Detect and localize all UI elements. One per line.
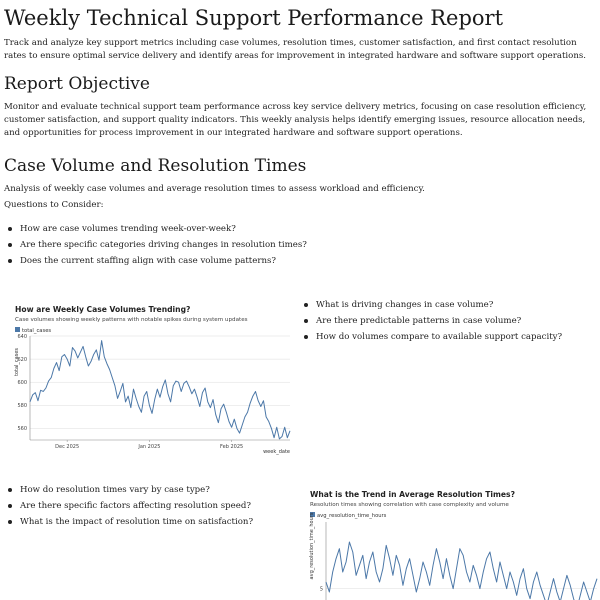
chart-subtitle: Resolution times showing correlation with case complexity and volume [310,502,509,508]
list-item: How are case volumes trending week-over-week? [4,221,307,237]
x-axis-label: week_date [263,449,290,455]
list-item: How do resolution times vary by case type? [4,482,253,498]
x-tick-label: Dec 2025 [55,444,80,450]
section-description: Analysis of weekly case volumes and average resolution times to assess workload and efficiency. [4,184,425,194]
objective-paragraph: Monitor and evaluate technical support team performance across key service delivery metrics, focusing on case resolution efficiency, customer satisfaction, and support quality indicators. This weekly analysis helps identify emerging issues, resource allocation needs, and opportunities for process improvement in our integrated hardware and software support operations. [4,102,587,138]
intro-paragraph: Track and analyze key support metrics including case volumes, resolution times, customer satisfaction, and first contact resolution rates to ensure optimal service delivery and identify areas for improvement in integrated hardware and software support operations. [4,38,587,61]
y-tick-label: 620 [17,356,27,363]
y-tick-label: 600 [17,380,27,387]
legend-swatch [15,327,20,332]
questions-label: Questions to Consider: [4,200,104,210]
volume-question-list [300,297,562,345]
list-item: Are there specific categories driving changes in resolution times? [4,237,307,253]
x-tick-label: Jan 2025 [138,444,161,450]
resolution-time-plot [305,486,600,600]
series-line [326,542,597,600]
resolution-time-chart [305,486,600,600]
y-tick-label: 5 [319,586,323,593]
section-question-list [4,221,307,269]
list-item: What is driving changes in case volume? [300,297,562,313]
chart-title: How are Weekly Case Volumes Trending? [15,305,191,314]
page-title: Weekly Technical Support Performance Report [4,6,504,30]
list-item: What is the impact of resolution time on satisfaction? [4,514,253,530]
y-tick-label: 580 [17,403,27,410]
y-axis-label: total_cases [14,347,20,377]
y-tick-label: 560 [17,426,27,433]
section-heading: Case Volume and Resolution Times [4,156,307,176]
y-tick-label: 640 [17,333,27,340]
legend-label: total_cases [22,328,52,334]
list-item: Does the current staffing align with case volume patterns? [4,253,307,269]
list-item: How do volumes compare to available support capacity? [300,329,562,345]
objective-heading: Report Objective [4,74,150,94]
case-volume-chart [10,302,300,458]
chart-title: What is the Trend in Average Resolution Times? [310,490,515,499]
series-line [30,341,290,439]
y-axis-label: avg_resolution_time_hours [309,512,315,580]
resolution-question-list [4,482,253,530]
case-volume-plot [10,302,300,458]
x-tick-label: Feb 2025 [220,444,244,450]
legend-label: avg_resolution_time_hours [317,513,387,519]
chart-subtitle: Case volumes showing weekly patterns with notable spikes during system updates [15,317,248,323]
list-item: Are there predictable patterns in case volume? [300,313,562,329]
list-item: Are there specific factors affecting resolution speed? [4,498,253,514]
